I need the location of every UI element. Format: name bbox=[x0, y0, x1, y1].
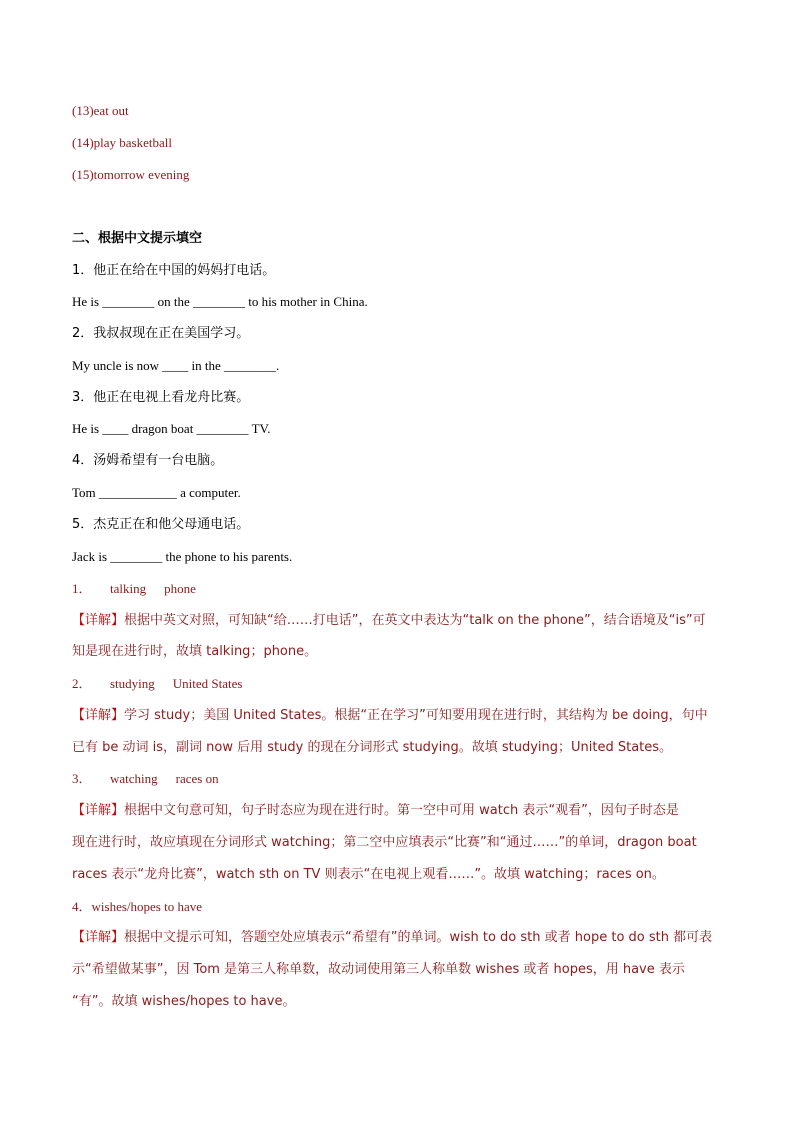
answer-3-explanation-line-2: 现在进行时，故应填现在分词形式 watching；第二空中应填表示“比赛”和“通过……”的单词，dragon boat bbox=[72, 835, 697, 850]
answer-4-number: 4． bbox=[72, 899, 92, 914]
explanation-text: 学习 study；美国 United States。根据“正在学习”可知要用现在进行时，其结构为 be doing，句中 bbox=[124, 708, 708, 723]
explanation-text: 根据中文提示可知，答题空处应填表示“希望有”的单词。wish to do sth 或者 hope to do sth 都可表 bbox=[124, 930, 713, 945]
answer-1-number: 1． bbox=[72, 581, 92, 596]
answer-3-explanation-line-3: races 表示“龙舟比赛”，watch sth on TV 则表示“在电视上观看……”。故填 watching；races on。 bbox=[72, 867, 665, 882]
answer-item-13: (13)eat out bbox=[72, 103, 129, 118]
question-3-chinese: 3．他正在电视上看龙舟比赛。 bbox=[72, 390, 250, 405]
explanation-tag: 【详解】 bbox=[72, 803, 125, 818]
answer-3-number: 3． bbox=[72, 771, 92, 786]
answer-item-14: (14)play basketball bbox=[72, 135, 172, 150]
answer-4-line bbox=[72, 899, 722, 915]
answer-2-line bbox=[72, 676, 722, 692]
question-2-english: My uncle is now ____ in the ________. bbox=[72, 358, 280, 373]
explanation-tag: 【详解】 bbox=[72, 708, 125, 723]
question-2-chinese: 2．我叔叔现在正在美国学习。 bbox=[72, 326, 250, 341]
answer-2-explanation-line-1 bbox=[72, 708, 722, 724]
explanation-tag: 【详解】 bbox=[72, 613, 125, 628]
answer-1-explanation-line-2: 知是现在进行时，故填 talking；phone。 bbox=[72, 644, 318, 659]
answer-2-number: 2． bbox=[72, 676, 92, 691]
question-5-chinese: 5．杰克正在和他父母通电话。 bbox=[72, 517, 250, 532]
answer-item-15: (15)tomorrow evening bbox=[72, 167, 190, 182]
question-5-english: Jack is ________ the phone to his parents. bbox=[72, 549, 293, 564]
explanation-text: 根据中英文对照，可知缺“给……打电话”，在英文中表达为“talk on the phone”，结合语境及“is”可 bbox=[124, 613, 706, 628]
explanation-text: 根据中文句意可知，句子时态应为现在进行时。第一空中可用 watch 表示“观看”，因句子时态是 bbox=[124, 803, 679, 818]
answer-3-word-1: watching bbox=[110, 771, 158, 786]
question-1-english: He is ________ on the ________ to his mother in China. bbox=[72, 294, 368, 309]
answer-1-line bbox=[72, 581, 722, 597]
answer-1-explanation-line-1 bbox=[72, 613, 722, 629]
answer-3-explanation-line-1 bbox=[72, 803, 722, 819]
answer-3-line bbox=[72, 771, 722, 787]
answer-2-word-2: United States bbox=[172, 676, 243, 691]
question-3-english: He is ____ dragon boat ________ TV. bbox=[72, 421, 271, 436]
answer-2-explanation-line-2: 已有 be 动词 is，副词 now 后用 study 的现在分词形式 studying。故填 studying；United States。 bbox=[72, 740, 673, 755]
answer-4-explanation-line-3: “有”。故填 wishes/hopes to have。 bbox=[72, 994, 296, 1009]
question-1-chinese: 1．他正在给在中国的妈妈打电话。 bbox=[72, 263, 276, 278]
question-4-chinese: 4．汤姆希望有一台电脑。 bbox=[72, 453, 224, 468]
explanation-tag: 【详解】 bbox=[72, 930, 125, 945]
answer-1-word-2: phone bbox=[164, 581, 196, 596]
answer-4-word-1: wishes/hopes to have bbox=[91, 899, 202, 914]
answer-2-word-1: studying bbox=[110, 676, 155, 691]
answer-4-explanation-line-1 bbox=[72, 930, 722, 946]
section-title: 二、根据中文提示填空 bbox=[72, 231, 203, 246]
question-4-english: Tom ____________ a computer. bbox=[72, 485, 241, 500]
answer-1-word-1: talking bbox=[110, 581, 147, 596]
answer-3-word-2: races on bbox=[175, 771, 219, 786]
answer-4-explanation-line-2: 示“希望做某事”，因 Tom 是第三人称单数，故动词使用第三人称单数 wishes 或者 hopes，用 have 表示 bbox=[72, 962, 685, 977]
